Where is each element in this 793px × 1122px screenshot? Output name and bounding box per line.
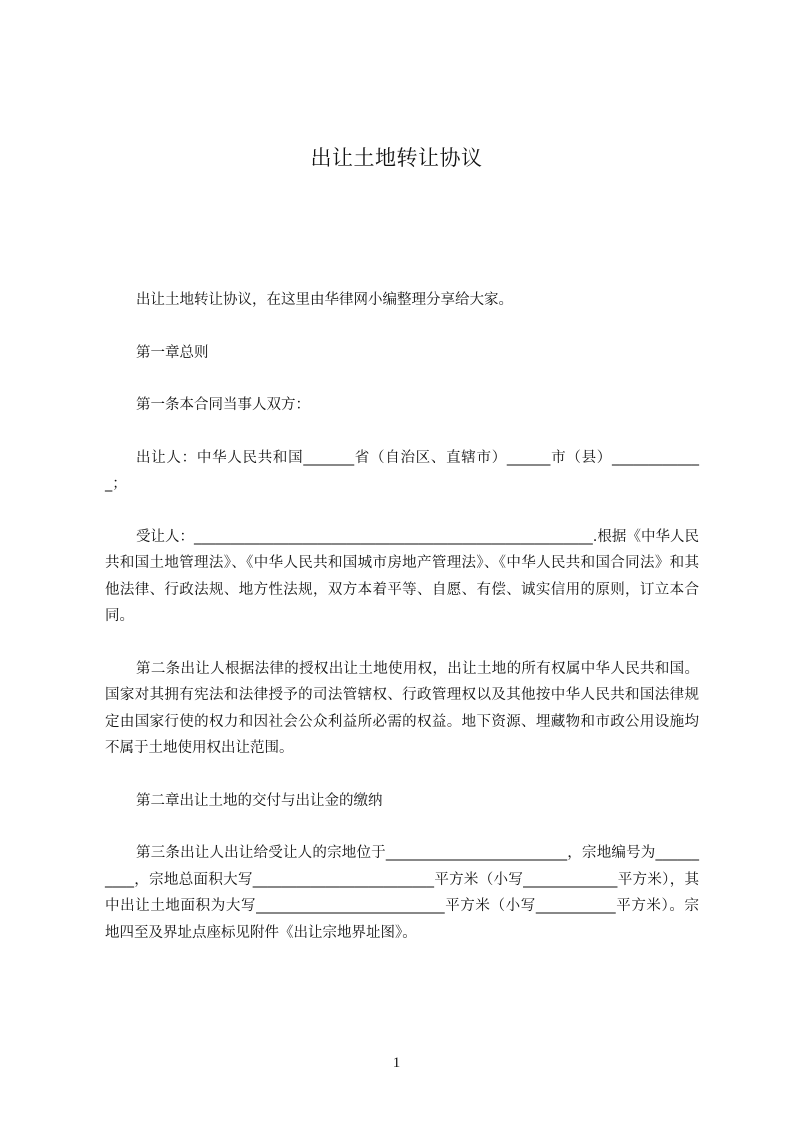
document-title: 出让土地转让协议 bbox=[310, 146, 483, 170]
article-3-paragraph: 第三条出让人出让给受让人的宗地位于_________________________，宗地编号为__________，宗地总面积大写_________________________平方米（小写_____________平方米），其中出让土地面积为大写__________________________平方米（小写___________平方米）。宗地四至及界址点座标见附件《出让宗地界址图》。 bbox=[105, 845, 699, 941]
transferor-paragraph: 出让人：中华人民共和国_______省（自治区、直辖市）______市（县）_____________； bbox=[105, 449, 699, 492]
document-body bbox=[105, 287, 699, 972]
chapter-2-heading: 第二章出让土地的交付与出让金的缴纳 bbox=[136, 792, 383, 809]
page-number: 1 bbox=[392, 1055, 401, 1071]
article-1-heading: 第一条本合同当事人双方： bbox=[136, 397, 310, 413]
intro-paragraph: 出让土地转让协议，在这里由华律网小编整理分享给大家。 bbox=[136, 292, 513, 308]
chapter-1-heading: 第一章总则 bbox=[136, 344, 209, 361]
transferee-paragraph: 受让人：_______________________________________________________.根据《中华人民共和国土地管理法》、《中华人民共和国城市房地产管理法》、《中华人民共和国合同法》和其他法律、行政法规、地方性法规，双方本着平等、自愿、有偿、诚实信用的原则，订立本合同。 bbox=[105, 528, 699, 624]
article-2-paragraph: 第二条出让人根据法律的授权出让土地使用权，出让土地的所有权属中华人民共和国。国家对其拥有宪法和法律授予的司法管辖权、行政管理权以及其他按中华人民共和国法律规定由国家行使的权力和因社会公众利益所必需的权益。地下资源、埋藏物和市政公用设施均不属于土地使用权出让范围。 bbox=[105, 660, 699, 756]
